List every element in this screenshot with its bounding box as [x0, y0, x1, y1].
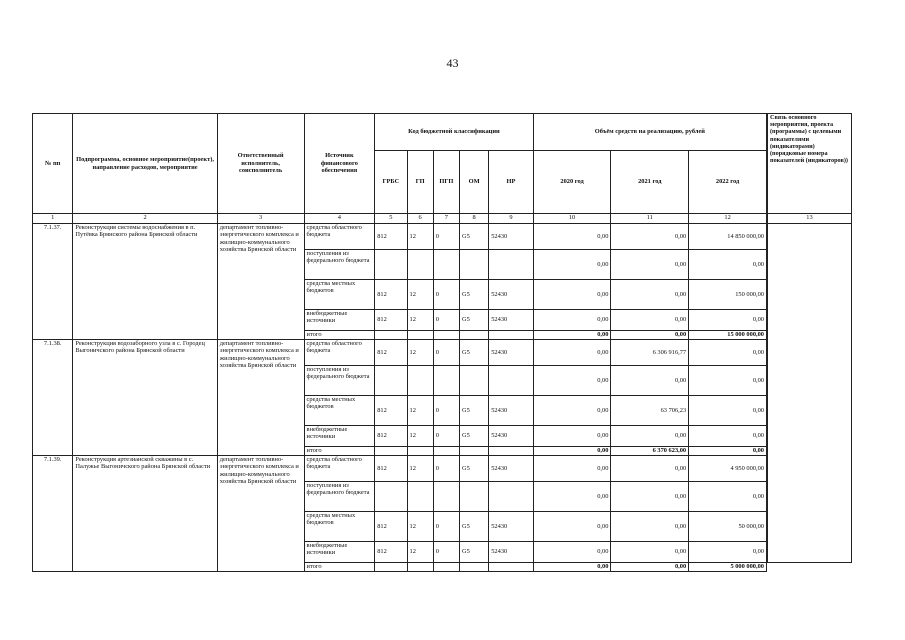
block-title: Реконструкция артезианской скважины в с. Палужье Выгоничского района Брянской области	[73, 456, 217, 572]
y2022-amount-cell: 0,00	[689, 310, 767, 331]
pgp-cell: 0	[433, 224, 459, 250]
np-cell: 52430	[489, 512, 533, 542]
header-om: ОМ	[459, 151, 488, 214]
grbs-cell: 812	[375, 280, 407, 310]
total-label: итого	[304, 447, 375, 456]
total-empty-cell	[407, 331, 433, 340]
y2021-amount-cell: 0,00	[611, 512, 689, 542]
index-cell-7: 7	[433, 214, 459, 224]
header-grbs: ГРБС	[375, 151, 407, 214]
gp-cell: 12	[407, 512, 433, 542]
total-empty-cell	[433, 331, 459, 340]
y2021-amount-cell: 0,00	[611, 250, 689, 280]
index-cell-5: 5	[375, 214, 407, 224]
source-cell: средства местных бюджетов	[304, 280, 375, 310]
np-cell: 52430	[489, 456, 533, 482]
om-cell: G5	[459, 224, 488, 250]
gp-cell: 12	[407, 224, 433, 250]
header-np: НР	[489, 151, 533, 214]
header-gp: ГП	[407, 151, 433, 214]
header-2020: 2020 год	[533, 151, 611, 214]
pgp-cell	[433, 482, 459, 512]
y2021-amount-cell: 0,00	[611, 426, 689, 447]
source-cell: средства местных бюджетов	[304, 512, 375, 542]
index-cell-2: 2	[73, 214, 217, 224]
indicator-link-column	[767, 113, 852, 563]
header-executor: Ответственный исполнитель, соисполнитель	[217, 114, 304, 214]
np-cell: 52430	[489, 426, 533, 447]
om-cell: G5	[459, 280, 488, 310]
index-cell-12: 12	[689, 214, 767, 224]
np-cell	[489, 366, 533, 396]
table-body	[33, 214, 767, 572]
total-y2020: 0,00	[533, 331, 611, 340]
pgp-cell	[433, 366, 459, 396]
header-source: Источник финансового обеспечения	[304, 114, 375, 214]
grbs-cell: 812	[375, 310, 407, 331]
grbs-cell: 812	[375, 224, 407, 250]
y2022-amount-cell: 0,00	[689, 426, 767, 447]
y2020-amount-cell: 0,00	[533, 482, 611, 512]
total-empty-cell	[375, 331, 407, 340]
grbs-cell: 812	[375, 396, 407, 426]
total-y2020: 0,00	[533, 563, 611, 572]
index-cell-4: 4	[304, 214, 375, 224]
gp-cell	[407, 482, 433, 512]
y2020-amount-cell: 0,00	[533, 310, 611, 331]
pgp-cell	[433, 250, 459, 280]
y2022-amount-cell: 0,00	[689, 250, 767, 280]
pgp-cell: 0	[433, 340, 459, 366]
y2020-amount-cell: 0,00	[533, 426, 611, 447]
gp-cell: 12	[407, 340, 433, 366]
y2022-amount-cell: 50 000,00	[689, 512, 767, 542]
grbs-cell: 812	[375, 542, 407, 563]
total-empty-cell	[489, 563, 533, 572]
grbs-cell	[375, 250, 407, 280]
header-2021: 2021 год	[611, 151, 689, 214]
grbs-cell: 812	[375, 426, 407, 447]
total-y2022: 0,00	[689, 447, 767, 456]
y2021-amount-cell: 0,00	[611, 224, 689, 250]
index-row	[33, 214, 767, 224]
y2022-amount-cell: 0,00	[689, 366, 767, 396]
page-number: 43	[446, 56, 459, 70]
total-label: итого	[304, 563, 375, 572]
source-cell: внебюджетные источники	[304, 310, 375, 331]
block-title: Реконструкция системы водоснабжения в п. Путёвка Брянского района Брянской области	[73, 224, 217, 340]
total-y2021: 0,00	[611, 331, 689, 340]
block-executor: департамент топливно-энергетического комплекса и жилищно-коммунального хозяйства Брянской области	[217, 224, 304, 340]
gp-cell: 12	[407, 280, 433, 310]
grbs-cell: 812	[375, 340, 407, 366]
np-cell: 52430	[489, 340, 533, 366]
block-title: Реконструкция водозаборного узла в с. Городец Выгоничского района Брянской области	[73, 340, 217, 456]
total-empty-cell	[433, 563, 459, 572]
np-cell	[489, 482, 533, 512]
index-cell-13: 13	[768, 214, 852, 224]
om-cell: G5	[459, 340, 488, 366]
total-empty-cell	[459, 331, 488, 340]
y2021-amount-cell: 0,00	[611, 542, 689, 563]
pgp-cell: 0	[433, 512, 459, 542]
om-cell: G5	[459, 310, 488, 331]
grbs-cell	[375, 366, 407, 396]
table-row	[33, 456, 767, 482]
y2022-amount-cell: 0,00	[689, 340, 767, 366]
total-empty-cell	[433, 447, 459, 456]
header-num: № пп	[33, 114, 73, 214]
block-num: 7.1.37.	[33, 224, 73, 340]
pgp-cell: 0	[433, 396, 459, 426]
gp-cell: 12	[407, 310, 433, 331]
total-empty-cell	[375, 447, 407, 456]
total-empty-cell	[407, 563, 433, 572]
pgp-cell: 0	[433, 280, 459, 310]
om-cell	[459, 482, 488, 512]
index-cell-6: 6	[407, 214, 433, 224]
link-column-body	[768, 224, 852, 563]
grbs-cell: 812	[375, 456, 407, 482]
source-cell: поступления из федерального бюджета	[304, 366, 375, 396]
block-executor: департамент топливно-энергетического комплекса и жилищно-коммунального хозяйства Брянской области	[217, 340, 304, 456]
y2021-amount-cell: 6 306 916,77	[611, 340, 689, 366]
gp-cell: 12	[407, 456, 433, 482]
source-cell: средства областного бюджета	[304, 224, 375, 250]
block-num: 7.1.39.	[33, 456, 73, 572]
pgp-cell: 0	[433, 456, 459, 482]
total-empty-cell	[459, 447, 488, 456]
y2021-amount-cell: 0,00	[611, 456, 689, 482]
pgp-cell: 0	[433, 310, 459, 331]
block-executor: департамент топливно-энергетического комплекса и жилищно-коммунального хозяйства Брянской области	[217, 456, 304, 572]
total-y2021: 0,00	[611, 563, 689, 572]
om-cell: G5	[459, 396, 488, 426]
grbs-cell	[375, 482, 407, 512]
total-empty-cell	[407, 447, 433, 456]
y2020-amount-cell: 0,00	[533, 396, 611, 426]
np-cell: 52430	[489, 224, 533, 250]
index-cell-8: 8	[459, 214, 488, 224]
total-empty-cell	[489, 447, 533, 456]
y2021-amount-cell: 0,00	[611, 280, 689, 310]
y2020-amount-cell: 0,00	[533, 224, 611, 250]
index-cell-9: 9	[489, 214, 533, 224]
gp-cell	[407, 366, 433, 396]
pgp-cell: 0	[433, 426, 459, 447]
source-cell: средства областного бюджета	[304, 456, 375, 482]
y2021-amount-cell: 0,00	[611, 482, 689, 512]
source-cell: средства местных бюджетов	[304, 396, 375, 426]
y2022-amount-cell: 150 000,00	[689, 280, 767, 310]
y2020-amount-cell: 0,00	[533, 542, 611, 563]
y2022-amount-cell: 0,00	[689, 396, 767, 426]
np-cell: 52430	[489, 396, 533, 426]
total-empty-cell	[489, 331, 533, 340]
om-cell: G5	[459, 426, 488, 447]
om-cell	[459, 250, 488, 280]
header-link: Связь основного мероприятия, проекта (программы) с целевыми показателями (индикаторами) (порядковые номера показателей (индикаторов))	[768, 114, 852, 214]
index-cell-11: 11	[611, 214, 689, 224]
om-cell: G5	[459, 512, 488, 542]
source-cell: средства областного бюджета	[304, 340, 375, 366]
pgp-cell: 0	[433, 542, 459, 563]
np-cell	[489, 250, 533, 280]
gp-cell: 12	[407, 396, 433, 426]
header-2022: 2022 год	[689, 151, 767, 214]
header-program: Подпрограмма, основное мероприятие(проект), направление расходов, мероприятие	[73, 114, 217, 214]
gp-cell	[407, 250, 433, 280]
grbs-cell: 812	[375, 512, 407, 542]
y2021-amount-cell: 63 706,23	[611, 396, 689, 426]
source-cell: внебюджетные источники	[304, 542, 375, 563]
y2022-amount-cell: 14 850 000,00	[689, 224, 767, 250]
budget-table	[32, 113, 767, 572]
y2020-amount-cell: 0,00	[533, 456, 611, 482]
y2021-amount-cell: 0,00	[611, 366, 689, 396]
gp-cell: 12	[407, 542, 433, 563]
np-cell: 52430	[489, 280, 533, 310]
np-cell: 52430	[489, 310, 533, 331]
y2020-amount-cell: 0,00	[533, 250, 611, 280]
y2020-amount-cell: 0,00	[533, 280, 611, 310]
source-cell: поступления из федерального бюджета	[304, 250, 375, 280]
total-y2022: 15 000 000,00	[689, 331, 767, 340]
table-row	[33, 340, 767, 366]
om-cell: G5	[459, 542, 488, 563]
y2022-amount-cell: 0,00	[689, 542, 767, 563]
header-pgp: ПГП	[433, 151, 459, 214]
np-cell: 52430	[489, 542, 533, 563]
om-cell: G5	[459, 456, 488, 482]
total-label: итого	[304, 331, 375, 340]
total-y2020: 0,00	[533, 447, 611, 456]
total-y2022: 5 000 000,00	[689, 563, 767, 572]
header-funds: Объём средств на реализацию, рублей	[533, 114, 766, 151]
y2020-amount-cell: 0,00	[533, 512, 611, 542]
table-header	[33, 114, 767, 214]
total-empty-cell	[375, 563, 407, 572]
source-cell: поступления из федерального бюджета	[304, 482, 375, 512]
total-empty-cell	[459, 563, 488, 572]
header-budget-code: Код бюджетной классификации	[375, 114, 534, 151]
y2022-amount-cell: 4 950 000,00	[689, 456, 767, 482]
y2021-amount-cell: 0,00	[611, 310, 689, 331]
source-cell: внебюджетные источники	[304, 426, 375, 447]
y2020-amount-cell: 0,00	[533, 366, 611, 396]
index-cell-3: 3	[217, 214, 304, 224]
om-cell	[459, 366, 488, 396]
y2022-amount-cell: 0,00	[689, 482, 767, 512]
index-cell-1: 1	[33, 214, 73, 224]
total-y2021: 6 370 623,00	[611, 447, 689, 456]
table-row	[33, 224, 767, 250]
index-cell-10: 10	[533, 214, 611, 224]
y2020-amount-cell: 0,00	[533, 340, 611, 366]
block-num: 7.1.38.	[33, 340, 73, 456]
gp-cell: 12	[407, 426, 433, 447]
